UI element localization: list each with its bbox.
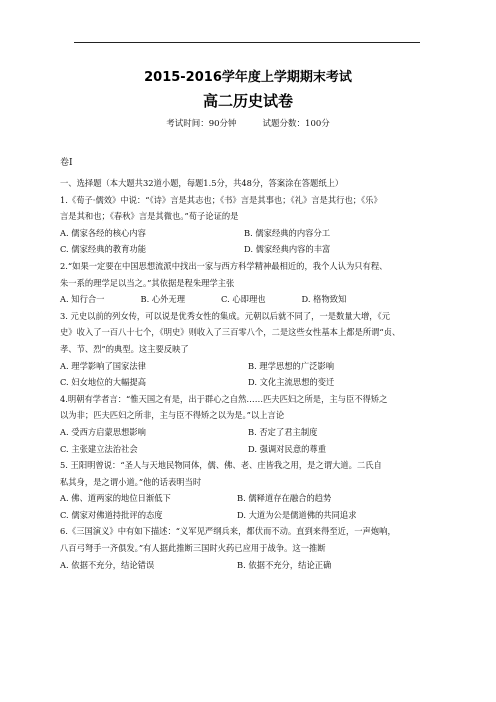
question-2 xyxy=(60,258,432,308)
option-d: D. 大道为公是儒道佛的共同追求 xyxy=(237,509,357,520)
option-b: B. 儒家经典的内容分工 xyxy=(244,227,331,238)
option-b: B. 儒释道存在融合的趋势 xyxy=(237,493,332,504)
option-row xyxy=(60,490,432,507)
option-a: A. 佛、道两家的地位日渐低下 xyxy=(60,493,171,504)
exam-time: 考试时间：90分钟 xyxy=(166,119,237,129)
option-row xyxy=(60,374,432,391)
volume-label: 卷Ⅰ xyxy=(60,158,73,168)
exam-body xyxy=(60,175,432,573)
option-row xyxy=(60,291,432,308)
question-stem-line: 4.明朝有学者言：“惟天国之有是，出于群心之自然……匹夫匹妇之所是，主与臣不得矫之 xyxy=(60,393,388,404)
option-a: A. 知行合一 xyxy=(60,294,105,305)
option-a: A. 依据不充分，结论错误 xyxy=(60,559,155,570)
question-stem-line: 以为非；匹夫匹妇之所非，主与臣不得矫之以为是。”以上言论 xyxy=(60,410,285,421)
option-row xyxy=(60,507,432,524)
exam-meta xyxy=(0,117,496,129)
question-stem-line: 史》收入了一百八十七个，《明史》则收入了三百零八个，二是这些女性基本上都是所谓“贞、 xyxy=(60,327,401,338)
option-a: A. 理学影响了国家法律 xyxy=(60,360,146,371)
option-row xyxy=(60,441,432,458)
section-instructions: 一、选择题（本大题共32道小题，每题1.5分，共48分，答案涂在答题纸上） xyxy=(60,178,344,188)
question-stem-line: 八百弓弩手一齐俱发。”有人据此推断三国时火药已应用于战争。这一推断 xyxy=(60,543,326,554)
option-row xyxy=(60,557,432,574)
question-stem-line: 5. 王阳明曾说：“圣人与天地民物同体，儒、佛、老、庄皆我之用，是之谓大道。二氏自 xyxy=(60,460,382,471)
header-rule xyxy=(74,42,420,43)
question-4 xyxy=(60,391,432,457)
option-d: D. 强调对民意的尊重 xyxy=(248,443,327,454)
option-d: D. 儒家经典内容的丰富 xyxy=(244,244,331,255)
question-5 xyxy=(60,457,432,523)
option-c: C. 心即理也 xyxy=(221,294,266,305)
option-a: A. 受西方启蒙思想影响 xyxy=(60,426,146,437)
exam-score: 试题分数：100分 xyxy=(262,119,330,129)
option-c: C. 妇女地位的大幅提高 xyxy=(60,377,146,388)
option-c: C. 主张建立法治社会 xyxy=(60,443,138,454)
option-d: D. 文化主流思想的变迁 xyxy=(248,377,335,388)
question-stem-line: 孝、节、烈”的典型。这主要反映了 xyxy=(60,343,189,354)
option-b: B. 心外无理 xyxy=(140,294,186,305)
option-a: A. 儒家各经的核心内容 xyxy=(60,227,146,238)
option-b: B. 理学思想的广泛影响 xyxy=(248,360,335,371)
question-stem-line: 3. 元史以前的列女传，可以说是优秀女性的集成。元朝以后就不同了，一是数量大增，《元 xyxy=(60,310,390,321)
option-row xyxy=(60,225,432,242)
question-3 xyxy=(60,308,432,391)
option-b: B. 否定了君主制度 xyxy=(248,426,318,437)
option-row xyxy=(60,358,432,375)
option-d: D. 格物致知 xyxy=(301,294,347,305)
exam-subtitle: 高二历史试卷 xyxy=(202,92,293,110)
question-stem-line: 言是其和也；《春秋》言是其微也。”荀子论证的是 xyxy=(60,211,239,222)
option-c: C. 儒家经典的教育功能 xyxy=(60,244,146,255)
question-stem-line: 朱一系的理学足以当之。”其依据是程朱理学主张 xyxy=(60,277,235,288)
question-stem-line: 1.《荀子·儒效》中说：“《诗》言是其志也；《书》言是其事也；《礼》言是其行也；《乐》 xyxy=(60,194,382,205)
question-stem-line: 6.《三国演义》中有如下描述：“义军见严纲兵来，都伏而不动。直到来得至近，一声炮响， xyxy=(60,526,396,537)
question-stem-line: 私其身，是之谓小道。”他的话表明当时 xyxy=(60,476,202,487)
option-row xyxy=(60,424,432,441)
exam-title: 2015-2016学年度上学期期末考试 xyxy=(144,70,352,85)
option-row xyxy=(60,241,432,258)
option-b: B. 依据不充分，结论正确 xyxy=(237,559,332,570)
question-6 xyxy=(60,523,432,573)
option-c: C. 儒家对佛道持批评的态度 xyxy=(60,509,163,520)
question-1 xyxy=(60,192,432,258)
question-stem-line: 2.“如果一定要在中国思想流派中找出一家与西方科学精神最相近的，我个人认为只有程、 xyxy=(60,260,388,271)
